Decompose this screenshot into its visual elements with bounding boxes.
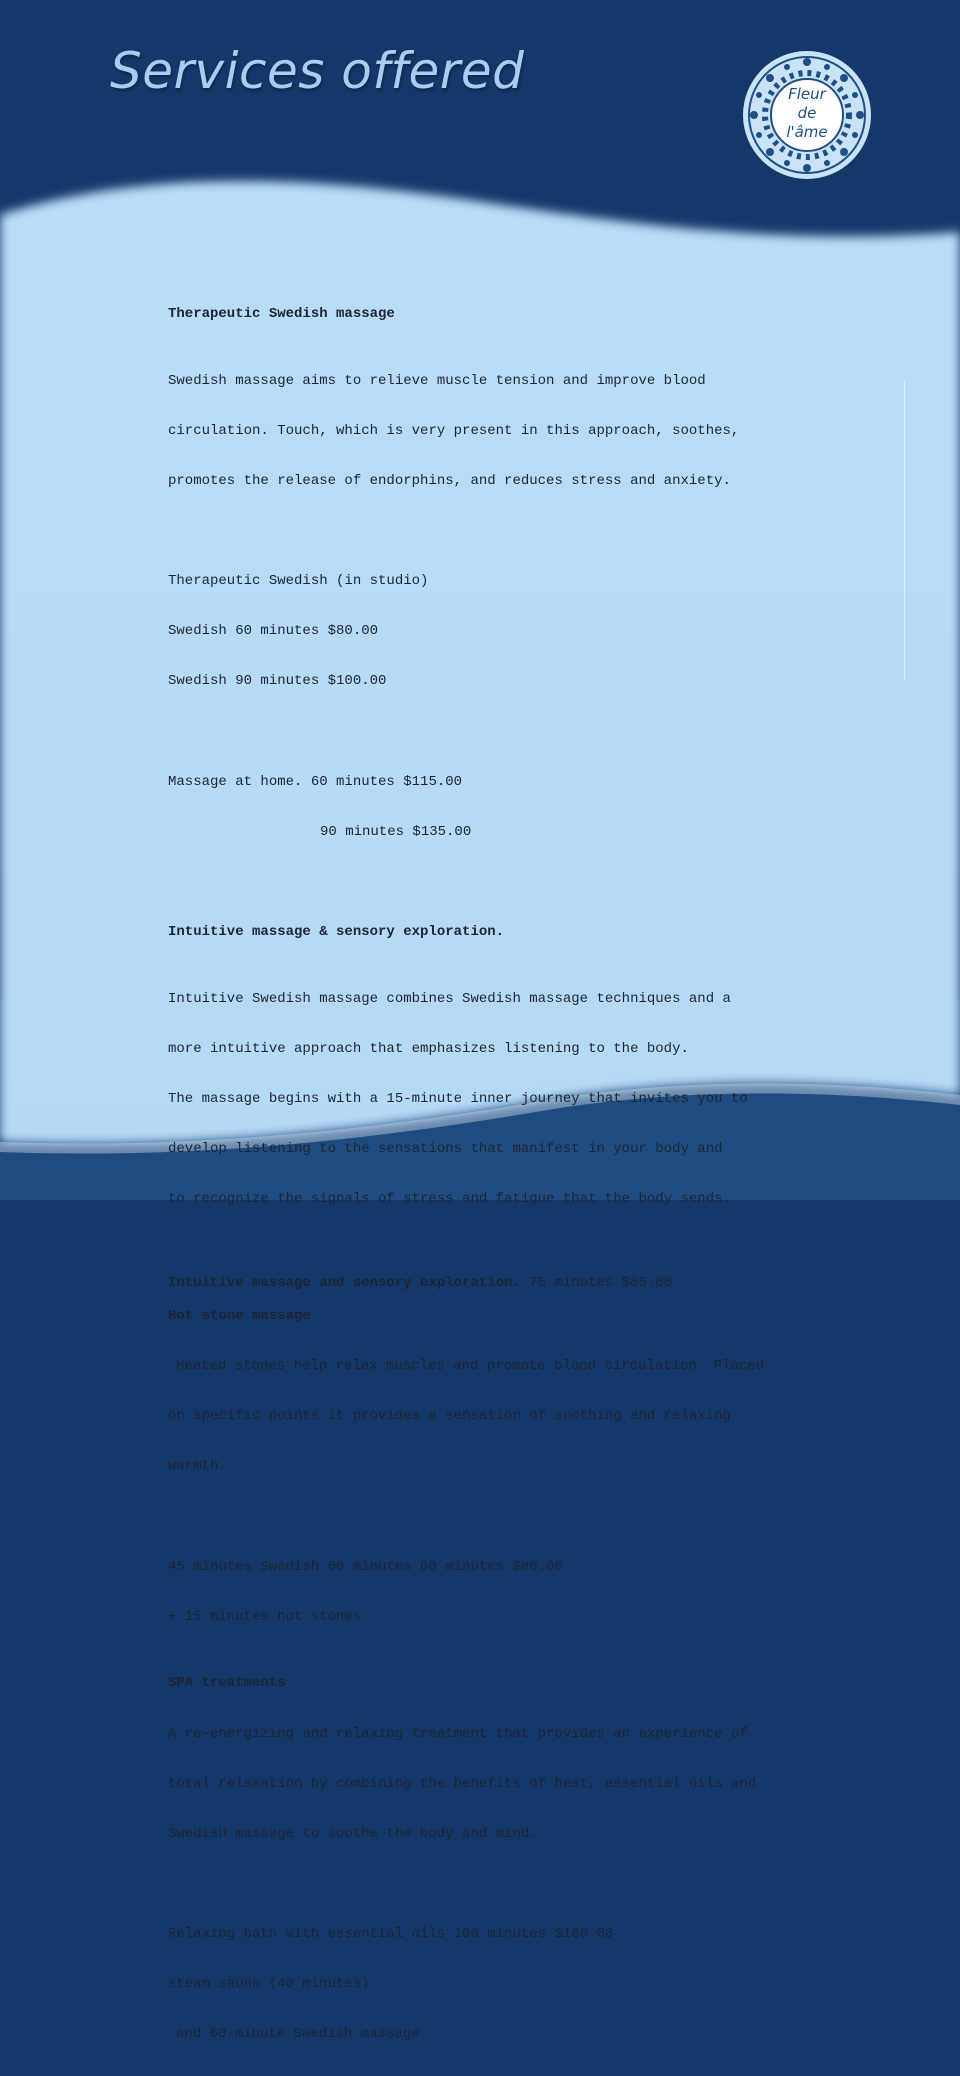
logo-text (774, 85, 840, 142)
swedish-studio-prices (168, 540, 828, 724)
intuitive-desc (168, 957, 828, 1241)
spa-prices (168, 1893, 828, 2076)
logo-line-3: l'âme (786, 123, 828, 141)
text-line: Swedish massage to soothe the body and mind. (168, 1825, 538, 1842)
intuitive-heading: Intuitive massage & sensory exploration. (168, 923, 505, 940)
price-line: 45 minutes Swedish 60 minutes 60 minutes $80.00 (168, 1558, 563, 1575)
swedish-desc (168, 339, 828, 523)
logo-line-1: Fleur (788, 85, 826, 103)
text-line: circulation. Touch, which is very present in this approach, soothes, (168, 422, 740, 439)
spa-heading: SPA treatments (168, 1675, 286, 1692)
page-title: Services offered (110, 42, 525, 100)
text-line: A re-energizing and relaxing treatment that provides an experience of (168, 1725, 748, 1742)
text-line: on specific points it provides a sensation of soothing and relaxing (168, 1408, 731, 1425)
text-line: to recognize the signals of stress and fatigue that the body sends. (168, 1191, 731, 1208)
text-line: total relaxation by combining the benefits of heat, essential oils and (168, 1775, 757, 1792)
divider (904, 380, 905, 680)
text-line: + 15 minutes hot stones (168, 1608, 362, 1625)
text-line: and 60-minute Swedish massage (176, 2026, 420, 2043)
swedish-heading: Therapeutic Swedish massage (168, 306, 395, 322)
text-line: Intuitive Swedish massage combines Swedish massage techniques and a (168, 990, 731, 1007)
price-line: Swedish 90 minutes $100.00 (168, 673, 387, 690)
hot-stone-prices (168, 1525, 828, 1659)
text-line: Heated stones help relax muscles and promote blood circulation. Placed (176, 1358, 765, 1375)
text-line: warmth. (168, 1458, 227, 1475)
price-line: Relaxing bath with essential oils 100 minutes $160.00 (168, 1925, 614, 1942)
text-line: more intuitive approach that emphasizes listening to the body. (168, 1040, 689, 1057)
logo-line-2: de (797, 104, 817, 122)
price-line: 90 minutes $135.00 (320, 823, 472, 840)
intuitive-price (168, 1275, 828, 1292)
text-line: promotes the release of endorphins, and reduces stress and anxiety. (168, 473, 731, 490)
text-line: develop listening to the sensations that manifest in your body and (168, 1140, 723, 1157)
text-line: Swedish massage aims to relieve muscle tension and improve blood (168, 372, 706, 389)
price-line: Swedish 60 minutes $80.00 (168, 623, 379, 640)
hot-stone-desc (168, 1325, 828, 1509)
text-line: steam sauna (40 minutes) (168, 1976, 370, 1993)
swedish-home-prices (168, 740, 828, 874)
hot-stone-heading: Hot stone massage (168, 1307, 311, 1324)
spa-desc (168, 1692, 828, 1876)
intuitive-price-value: 75 minutes $85.00 (520, 1274, 673, 1291)
text-line: The massage begins with a 15-minute inner journey that invites you to (168, 1090, 748, 1107)
services-content (168, 306, 828, 2076)
intuitive-price-label: Intuitive massage and sensory exploration. (168, 1274, 521, 1291)
text-line: Therapeutic Swedish (in studio) (168, 573, 429, 590)
price-line: Massage at home. 60 minutes $115.00 (168, 773, 463, 790)
